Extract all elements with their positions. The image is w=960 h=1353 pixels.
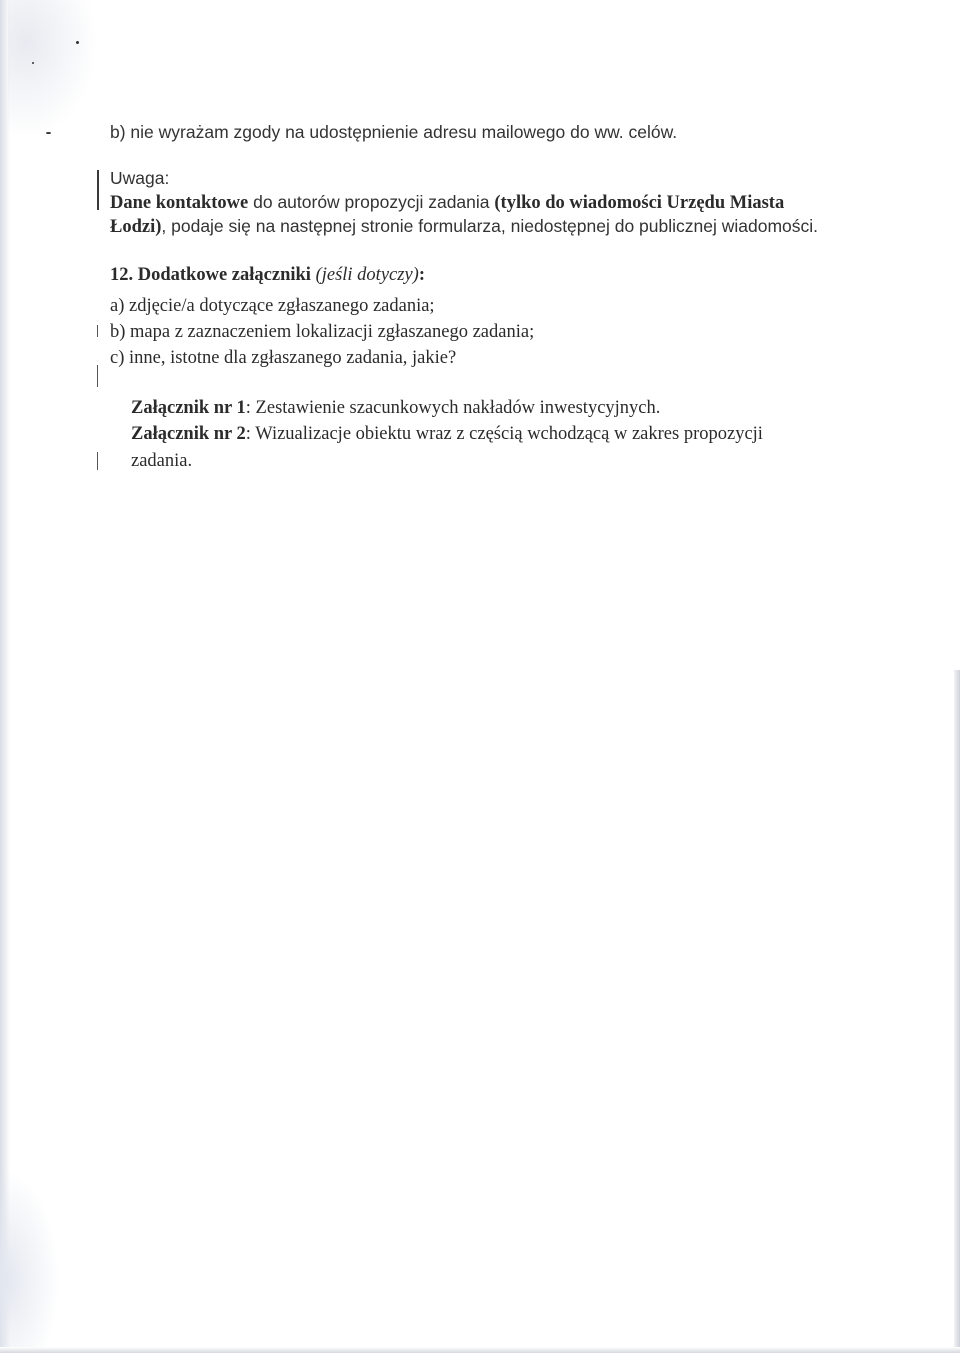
scan-speck [46,132,51,134]
margin-mark [97,170,99,210]
section-heading [110,263,425,287]
margin-mark [97,325,98,337]
attachment-1-text: : Zestawienie szacunkowych nakładów inwestycyjnych. [245,398,661,418]
attachment-option-c: c) inne, istotne dla zgłaszanego zadania, jakie? [110,348,457,368]
attachment-option-b: b) mapa z zaznaczeniem lokalizacji zgłaszanego zadania; [110,322,535,342]
scan-edge-left [0,0,10,1353]
section-heading-colon: : [418,265,425,285]
notice-label: Uwaga: [110,168,170,188]
scan-speck [32,62,34,64]
scan-speck [76,41,79,44]
attachment-1 [131,396,660,420]
attachment-option-a: a) zdjęcie/a dotyczące zgłaszanego zadania; [110,296,435,316]
scan-shade-top [8,0,98,140]
attachment-2-text: : Wizualizacje obiektu wraz z częścią wchodzącą w zakres propozycji [245,424,763,444]
attachment-2-continuation: zadania. [131,451,193,471]
attachment-2 [131,422,763,446]
scan-edge-right [954,670,960,1353]
notice-line-1 [110,190,784,215]
notice-text-2: , podaje się na następnej stronie formularza, niedostępnej do publicznej wiadomości. [161,216,819,236]
notice-bold-office: (tylko do wiadomości Urzędu Miasta [494,193,785,213]
scan-shade-bottom [0,1170,60,1353]
notice-text-1: do autorów propozycji zadania [248,192,495,212]
notice-bold-contact: Dane kontaktowe [110,193,249,213]
section-heading-title: 12. Dodatkowe załączniki [110,265,316,285]
notice-bold-city: Łodzi) [110,217,162,237]
notice-line-2 [110,214,818,239]
section-heading-note: (jeśli dotyczy) [315,265,419,285]
attachment-1-label: Załącznik nr 1 [131,398,246,418]
attachment-2-label: Załącznik nr 2 [131,424,246,444]
scan-edge-bottom [0,1347,960,1353]
margin-mark [97,452,98,470]
consent-option-b: b) nie wyrażam zgody na udostępnienie adresu mailowego do ww. celów. [110,122,678,142]
margin-mark [97,365,98,387]
